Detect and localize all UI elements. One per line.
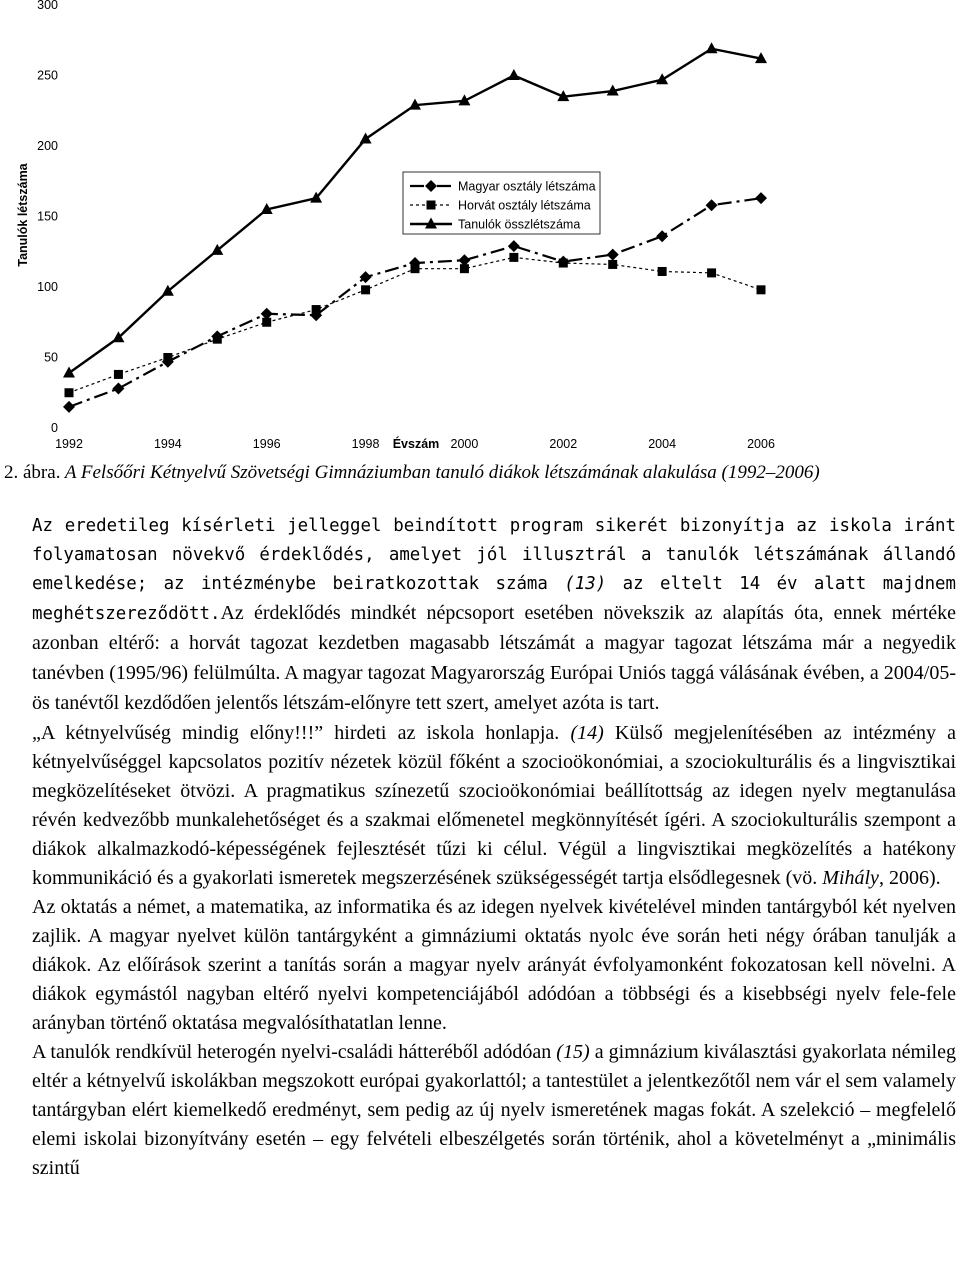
figure-number: 2. ábra. <box>4 462 61 483</box>
data-point-square <box>559 259 568 268</box>
x-tick-label: 1994 <box>153 437 182 451</box>
paragraph-3: Az oktatás a német, a matematika, az informatika és az idegen nyelvek kivételével minden tantárgyból két nyelven zajlik. A magyar nyelvet külön tantárgyként a gimnáziumi oktatás nyolc éve során heti négy órában tanulják a diákok. Az előírások szerint a tanítás során a magyar nyelv arányát évfolyamonként fokozatosan kell növelni. A diákok egymástól nagyban eltérő nyelvi kompetenciájából adódóan a többségi és a kisebbségi nyelv fele-fele arányban történő oktatása megvalósíthatatlan lenne. <box>32 896 956 1034</box>
data-point-square <box>65 388 74 397</box>
legend-entry: Tanulók összlétszáma <box>458 217 581 232</box>
data-point-square <box>163 353 172 362</box>
student-count-chart <box>0 0 960 460</box>
data-point-square <box>608 260 617 269</box>
paragraph-2-text-c: , 2006). <box>878 867 941 889</box>
series-2 <box>65 253 766 397</box>
paragraph-4 <box>6 1038 956 1183</box>
paragraph-1 <box>6 512 956 719</box>
x-tick-label: 1996 <box>252 437 281 451</box>
y-tick-label: 250 <box>37 68 58 83</box>
footnote-ref-14: (14) <box>570 722 604 744</box>
data-point-square <box>757 285 766 294</box>
paragraph-2 <box>6 719 956 893</box>
cited-author: Mihály <box>822 867 879 889</box>
data-point-square <box>658 267 667 276</box>
paragraph-2-text-a: „A kétnyelvűség mindig előny!!!” hirdeti az iskola honlapja. <box>32 722 560 744</box>
data-point-diamond <box>112 383 124 395</box>
data-point-diamond <box>755 192 767 204</box>
paragraph-4-text-a: A tanulók rendkívül heterogén nyelvi-családi hátteréből adódóan <box>32 1041 552 1063</box>
data-point-square <box>707 268 716 277</box>
paragraph-4-text-b: a gimnázium kiválasztási gyakorlata némileg eltér a kétnyelvű iskolákban megszokott európai gyakorlattól; a tantestület a jelentkezőtől nem vár el sem valamely tantárgyban elért kiemelkedő eredményt, sem pedig az új nyelv ismeretének magas fokát. A szelekció – megfelelő elemi iskolai bizonyítvány esetén – egy felvételi elbeszélgetés során történik, ahol a követelményt a „minimális szintű <box>32 1041 956 1179</box>
data-point-triangle <box>360 132 372 143</box>
data-point-square <box>411 264 420 273</box>
legend-marker-square <box>427 201 436 210</box>
y-tick-label: 100 <box>37 280 58 294</box>
y-axis-label: Tanulók létszáma <box>16 163 30 267</box>
data-point-square <box>460 264 469 273</box>
y-tick-label: 300 <box>37 0 58 12</box>
legend-entry: Horvát osztály létszáma <box>458 198 591 213</box>
legend-entry: Magyar osztály létszáma <box>458 179 596 194</box>
data-point-diamond <box>656 230 668 242</box>
paragraph-2-text-b: Külső megjelenítésében az intézmény a kétnyelvűséggel kapcsolatos pozitív nézetek közül főként a szocioökonómiai, a szociokulturális és a lingvisztikai megközelítéseket ötvözi. A pragmatikus színezetű szocioökonómiai beállítottság az idegen nyelv megtanulása révén kedvezőbb munkalehetőséget és a szakmai előmenetel megkönnyítését ígéri. A szociokulturális szempont a diákok alkalmazkodó-képességének fejlesztését tűzi ki célul. Végül a lingvisztikai megközelítés a hatékony kommunikáció és a gyakorlati ismeretek megszerzésének szükségességét tartja elsődlegesnek (vö. <box>32 722 957 889</box>
data-point-square <box>509 253 518 262</box>
data-point-square <box>114 370 123 379</box>
data-point-square <box>361 285 370 294</box>
data-point-diamond <box>63 401 75 413</box>
data-point-triangle <box>706 42 718 53</box>
x-tick-label: 2006 <box>747 437 775 451</box>
paragraph-1-text-b: az eltelt 14 év alatt majdnem meghétszereződött. <box>32 574 956 624</box>
figure-caption-text: A Felsőőri Kétnyelvű Szövetségi Gimnáziumban tanuló diákok létszámának alakulása (1992–2006) <box>64 462 820 483</box>
data-point-square <box>262 318 271 327</box>
data-point-triangle <box>508 69 520 80</box>
x-tick-label: 2004 <box>648 437 677 451</box>
x-axis-label: Évszám <box>392 437 440 451</box>
footnote-ref-15: (15) <box>556 1041 590 1063</box>
data-point-square <box>213 335 222 344</box>
x-tick-label: 2002 <box>549 437 578 451</box>
data-point-diamond <box>508 240 520 252</box>
paragraph-1-text-c: Az érdeklődés mindkét népcsoport esetében növekszik az alapítás óta, ennek mértéke azonban eltérő: a horvát tagozat kezdetben magasabb létszámát a magyar tagozat létszáma már a negyedik tanévben (1995/96) felülmúlta. A magyar tagozat Magyarország Európai Uniós taggá válásának évében, a 2004/05-ös tanévtől kezdődően jelentős létszám-előnyre tett szert, amelyet azóta is tart. <box>32 602 956 714</box>
figure-caption <box>4 462 954 484</box>
paragraph-1-text-a: Az eredetileg kísérleti jelleggel beindított program sikerét bizonyítja az iskola iránt folyamatosan növekvő érdeklődés, amelyet jól illusztrál a tanulók létszámának állandó emelkedése; az intézménybe beiratkozottak száma <box>32 516 956 594</box>
data-point-diamond <box>706 199 718 211</box>
y-tick-label: 50 <box>44 350 58 365</box>
data-point-diamond <box>607 249 619 261</box>
y-tick-label: 0 <box>51 421 58 435</box>
x-tick-label: 1992 <box>55 437 83 451</box>
chart-legend <box>403 172 600 234</box>
article-body <box>6 512 956 1183</box>
x-tick-label: 1998 <box>351 437 380 451</box>
data-point-triangle <box>656 73 668 84</box>
y-tick-label: 200 <box>37 139 58 153</box>
data-point-triangle <box>63 367 75 378</box>
series-line <box>69 257 761 392</box>
y-tick-label: 150 <box>37 209 58 224</box>
data-point-square <box>312 305 321 314</box>
x-tick-label: 2000 <box>450 437 479 451</box>
footnote-ref-13: (13) <box>564 574 607 594</box>
